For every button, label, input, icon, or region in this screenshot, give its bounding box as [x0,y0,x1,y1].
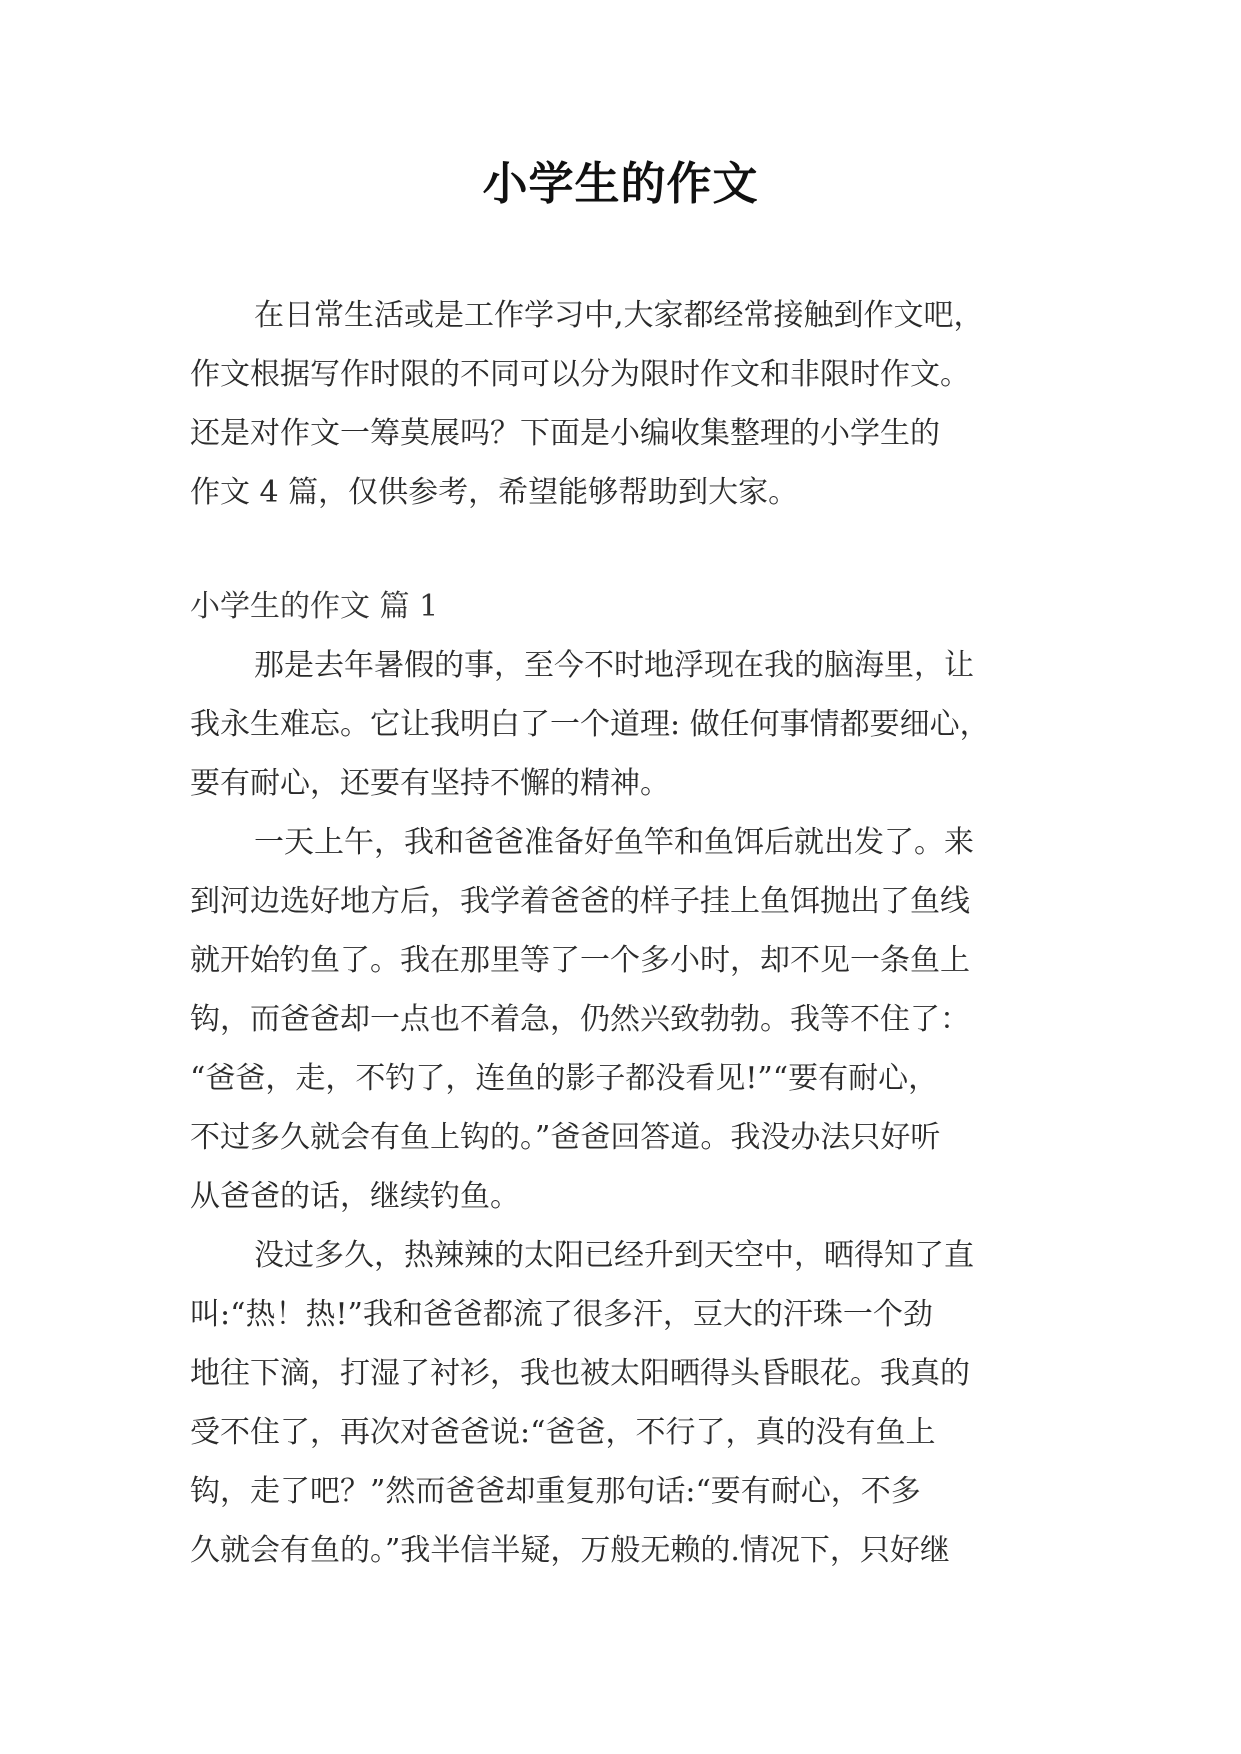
body-line: 钩，而爸爸却一点也不着急，仍然兴致勃勃。我等不住了： [190,1002,970,1037]
body-line: 我永生难忘。它让我明白了一个道理: 做任何事情都要细心， [190,707,990,742]
body-line: 不过多久就会有鱼上钩的。”爸爸回答道。我没办法只好听 [190,1120,941,1155]
intro-line: 作文根据写作时限的不同可以分为限时作文和非限时作文。 [190,357,970,392]
body-line: 钩，走了吧？”然而爸爸却重复那句话:“要有耐心，不多 [190,1474,921,1509]
section-heading: 小学生的作文 篇 1 [190,589,439,624]
body-line: 地往下滴，打湿了衬衫，我也被太阳晒得头昏眼花。我真的 [190,1356,970,1391]
body-line: 一天上午，我和爸爸准备好鱼竿和鱼饵后就出发了。来 [254,825,974,860]
body-line: “爸爸，走，不钓了，连鱼的影子都没看见!”“要有耐心， [190,1061,939,1096]
document-title: 小学生的作文 [482,157,759,210]
body-line: 久就会有鱼的。”我半信半疑，万般无赖的.情况下，只好继 [190,1533,950,1568]
intro-line: 还是对作文一筹莫展吗？下面是小编收集整理的小学生的 [190,416,940,451]
body-line: 叫:“热！热!”我和爸爸都流了很多汗，豆大的汗珠一个劲 [190,1297,933,1332]
body-line: 受不住了，再次对爸爸说:“爸爸，不行了，真的没有鱼上 [190,1415,936,1450]
body-line: 没过多久，热辣辣的太阳已经升到天空中，晒得知了直 [254,1238,974,1273]
intro-line: 作文 4 篇，仅供参考，希望能够帮助到大家。 [190,475,799,510]
intro-line: 在日常生活或是工作学习中,大家都经常接触到作文吧， [254,298,984,333]
body-line: 到河边选好地方后，我学着爸爸的样子挂上鱼饵抛出了鱼线 [190,884,970,919]
body-line: 那是去年暑假的事，至今不时地浮现在我的脑海里，让 [254,648,974,683]
body-line: 就开始钓鱼了。我在那里等了一个多小时，却不见一条鱼上 [190,943,970,978]
body-line: 要有耐心，还要有坚持不懈的精神。 [190,766,670,801]
body-line: 从爸爸的话，继续钓鱼。 [190,1179,520,1214]
